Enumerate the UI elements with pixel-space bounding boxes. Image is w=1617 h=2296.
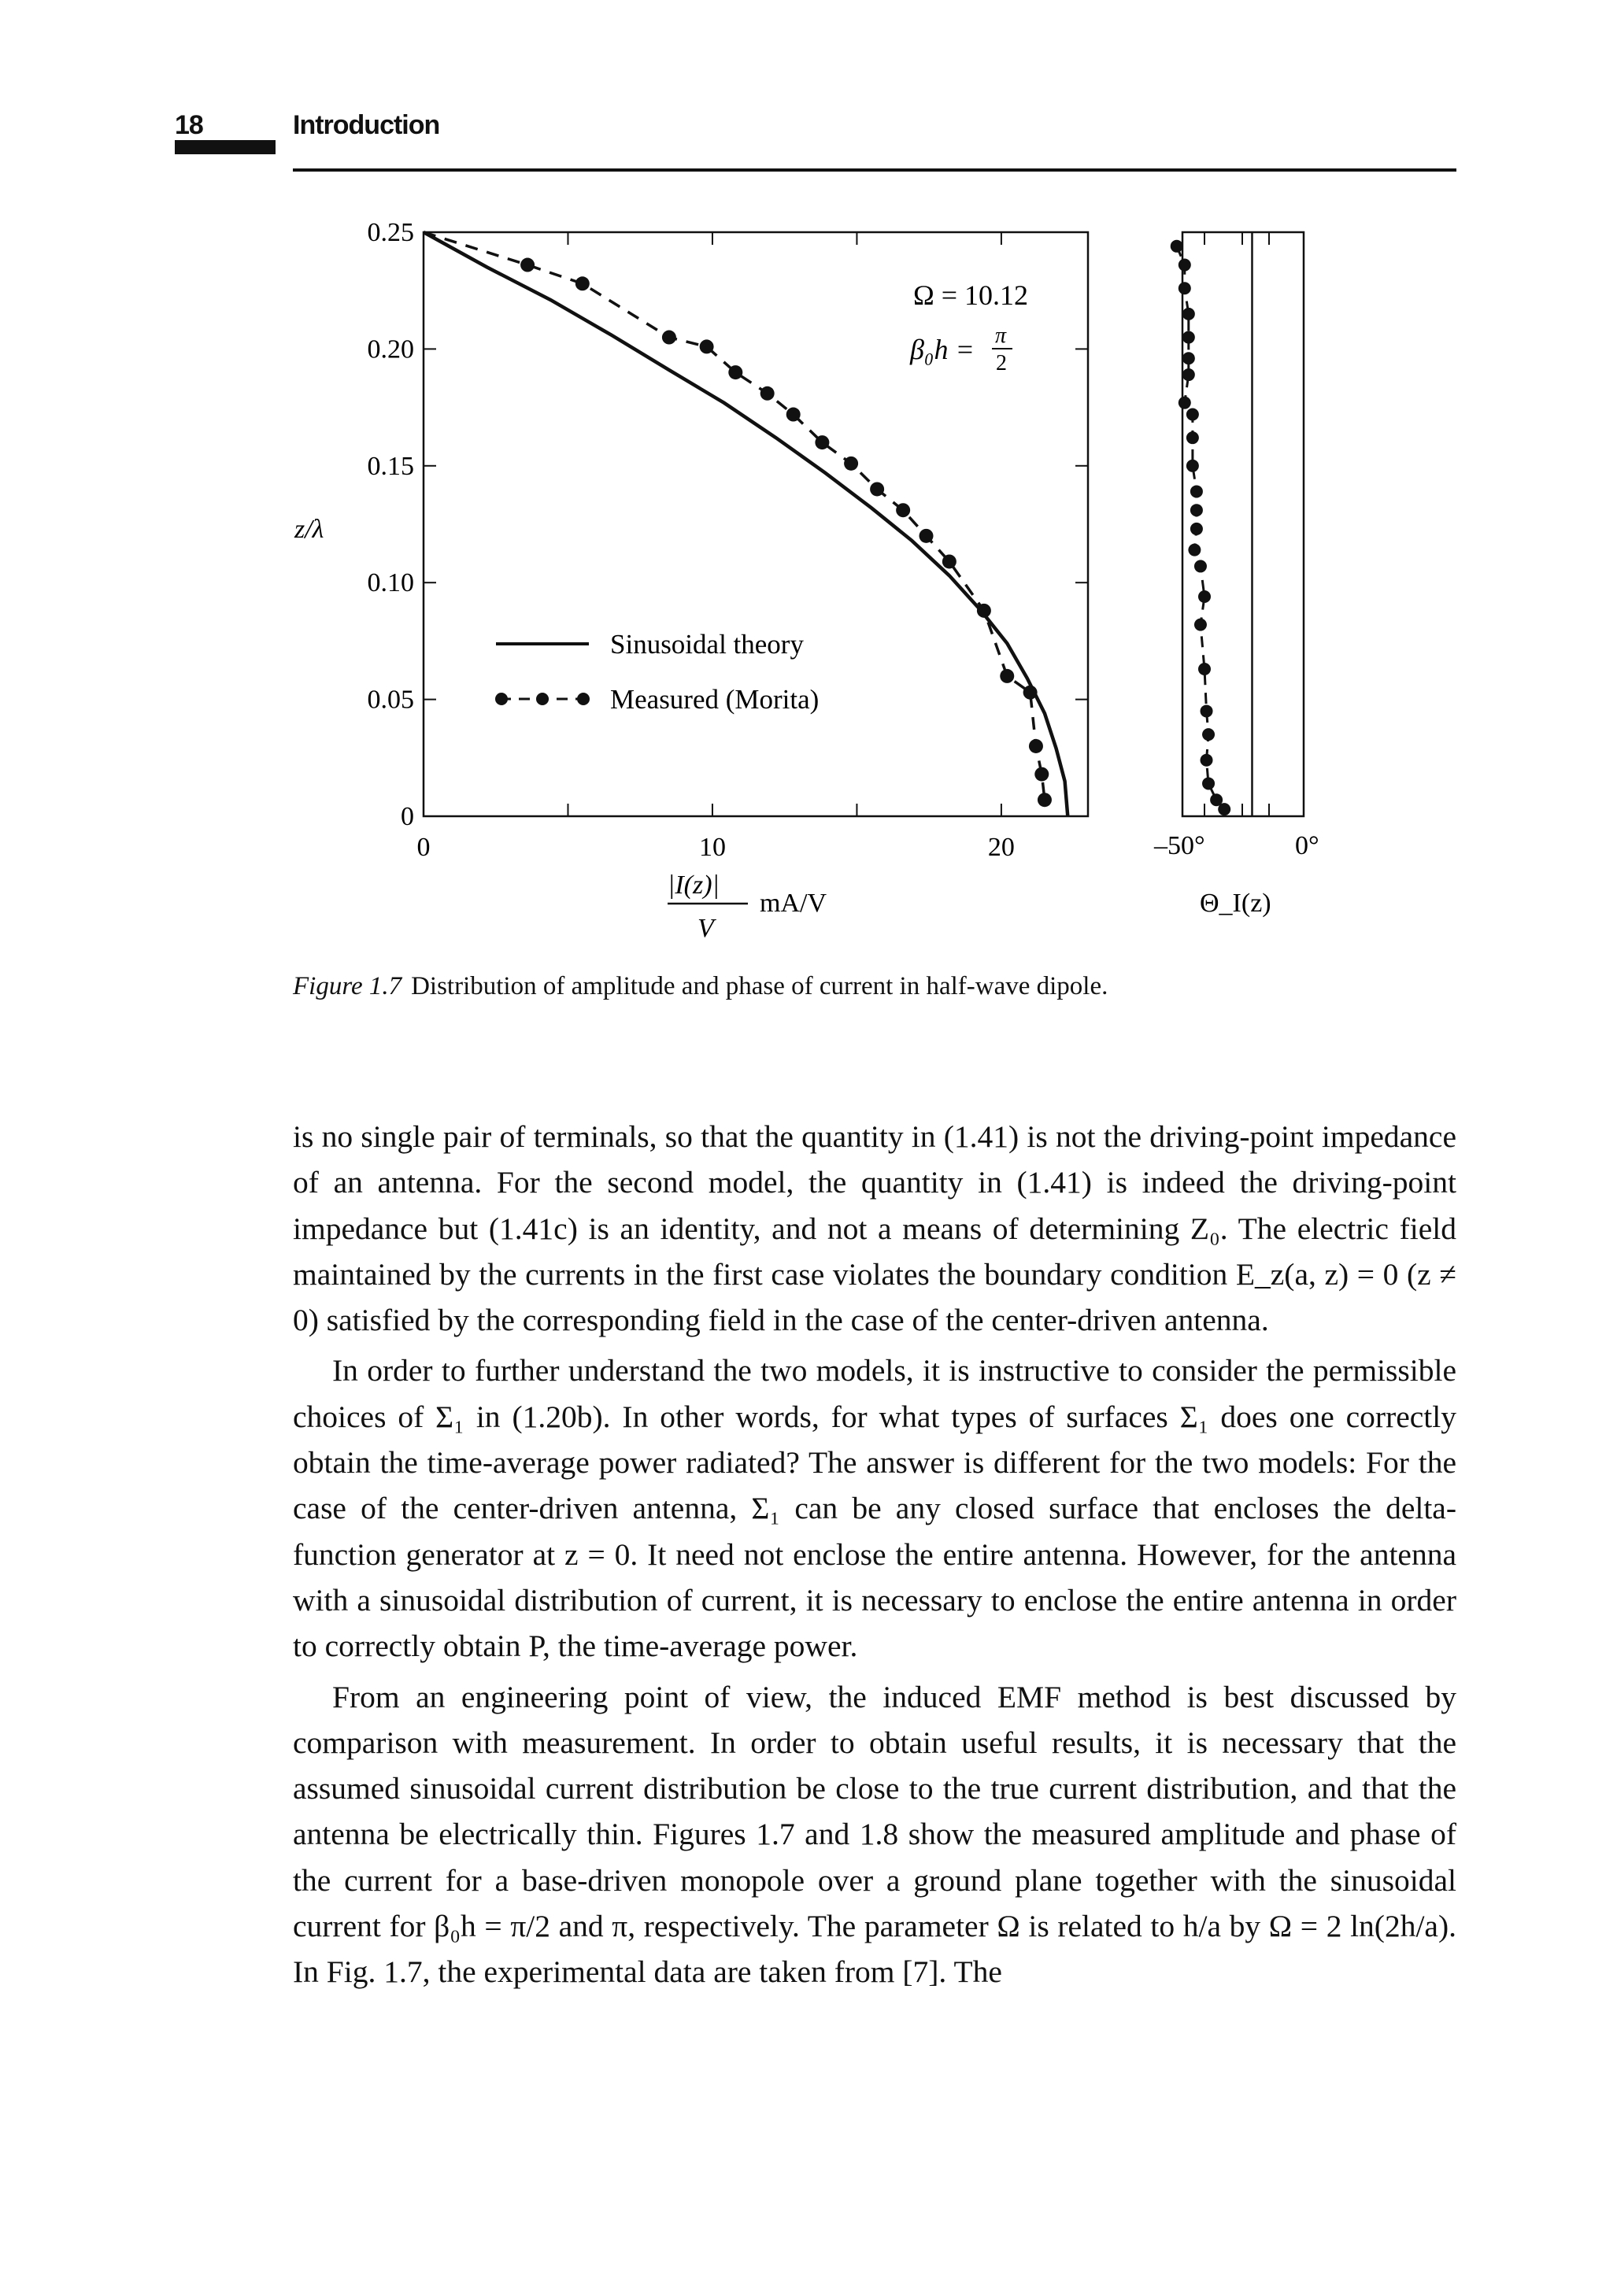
beta-lhs: β₀h = bbox=[910, 334, 975, 365]
figure-1-7 bbox=[0, 0, 1617, 968]
amplitude-chart bbox=[294, 218, 1088, 943]
x-axis-label-units: mA/V bbox=[760, 889, 827, 918]
data-point-phase bbox=[1182, 308, 1195, 320]
data-point-measured bbox=[575, 276, 590, 290]
data-point-measured bbox=[700, 339, 714, 353]
data-point-measured bbox=[760, 386, 775, 401]
data-point-measured bbox=[786, 408, 801, 422]
x-axis-label-numerator: |I(z)| bbox=[668, 871, 720, 900]
data-point-phase bbox=[1202, 728, 1215, 741]
data-point-measured bbox=[977, 604, 991, 618]
data-point-phase bbox=[1182, 352, 1195, 364]
y-tick-label: 0 bbox=[401, 802, 414, 831]
data-point-measured bbox=[920, 529, 934, 543]
phase-x-axis-label: Θ_I(z) bbox=[1200, 889, 1271, 918]
y-axis-label: z/λ bbox=[294, 515, 324, 544]
data-point-phase bbox=[1198, 590, 1211, 603]
data-point-phase bbox=[1179, 282, 1191, 294]
data-point-phase bbox=[1202, 777, 1215, 789]
data-point-measured bbox=[1034, 767, 1049, 782]
data-point-measured bbox=[1000, 669, 1014, 683]
x-axis-label-denominator: V bbox=[697, 914, 714, 943]
data-point-phase bbox=[1218, 803, 1230, 815]
paragraph: From an engineering point of view, the induced EMF method is best discussed by comparison with measurement. In order to obtain useful results, it is necessary that the assumed sinusoidal current distribution be close to the true current distribution, and that the antenna be electrically thin. Figures 1.7 and 1.8 show the measured amplitude and phase of the current for a base-driven monopole over a ground plane together with the sinusoidal current for β₀h = π/2 and π, respectively. The parameter Ω is related to h/a by Ω = 2 ln(2h/a). In Fig. 1.7, the experimental data are taken from [7]. The bbox=[293, 1679, 1456, 1990]
beta-denominator: 2 bbox=[996, 351, 1007, 375]
data-point-phase bbox=[1194, 619, 1207, 631]
x-tick-label: 10 bbox=[698, 833, 726, 862]
data-point-phase bbox=[1186, 409, 1199, 421]
y-tick-label: 0.20 bbox=[367, 335, 414, 364]
data-point-phase bbox=[1186, 431, 1199, 444]
legend bbox=[495, 629, 819, 715]
data-point-phase bbox=[1201, 754, 1213, 767]
legend-marker bbox=[495, 693, 508, 705]
x-axis-label bbox=[668, 871, 827, 943]
data-point-phase bbox=[1179, 259, 1191, 272]
data-point-measured bbox=[728, 365, 742, 379]
data-point-measured bbox=[942, 554, 957, 568]
caption-text: Distribution of amplitude and phase of current in half-wave dipole. bbox=[411, 972, 1108, 1000]
data-point-phase bbox=[1188, 544, 1201, 556]
data-point-measured bbox=[1038, 793, 1052, 807]
data-point-measured bbox=[662, 331, 676, 345]
figure-caption bbox=[293, 972, 1458, 1001]
x-tick-label: 20 bbox=[987, 833, 1015, 862]
caption-label: Figure 1.7 bbox=[293, 972, 402, 1000]
y-tick-label: 0.15 bbox=[367, 451, 414, 481]
data-point-phase bbox=[1198, 663, 1211, 675]
data-point-phase bbox=[1190, 523, 1203, 535]
body-text bbox=[293, 1114, 1456, 1995]
data-point-phase bbox=[1190, 504, 1203, 516]
amplitude-plot-frame bbox=[424, 232, 1088, 816]
data-point-phase bbox=[1182, 331, 1195, 344]
series-line-sinusoidal-theory bbox=[424, 232, 1068, 816]
beta-annotation bbox=[909, 324, 1012, 375]
x-tick-label: 0 bbox=[416, 833, 431, 862]
paragraph: In order to further understand the two models, it is instructive to consider the permissible choices of Σ₁ in (1.20b). In other words, for what types of surfaces Σ₁ does one correctly obtain the time-average power radiated? The answer is different for the two models: For the case of the center-driven antenna, Σ₁ can be any closed surface that encloses the delta-function generator at z = 0. It need not enclose the entire antenna. However, for the antenna with a sinusoidal distribution of current, it is necessary to enclose the entire antenna in order to correctly obtain P, the time-average power. bbox=[293, 1353, 1456, 1664]
phase-tick-label-max: 0° bbox=[1295, 831, 1319, 860]
data-point-measured bbox=[870, 482, 884, 496]
data-point-measured bbox=[520, 258, 535, 272]
data-point-phase bbox=[1194, 560, 1207, 572]
data-point-phase bbox=[1179, 397, 1191, 409]
data-point-measured bbox=[1023, 686, 1038, 700]
page-number: 18 bbox=[175, 110, 203, 140]
data-point-measured bbox=[896, 503, 910, 517]
running-head: Introduction bbox=[293, 110, 440, 140]
beta-numerator: π bbox=[995, 324, 1007, 348]
y-tick-label: 0.10 bbox=[367, 568, 414, 598]
data-point-measured bbox=[844, 457, 858, 471]
legend-marker bbox=[577, 693, 590, 705]
data-point-measured bbox=[1029, 739, 1043, 753]
data-point-phase bbox=[1201, 704, 1213, 717]
phase-chart bbox=[1153, 232, 1319, 918]
legend-label-theory: Sinusoidal theory bbox=[610, 629, 804, 660]
phase-tick-label-min: –50° bbox=[1154, 831, 1205, 860]
legend-marker bbox=[536, 693, 549, 705]
y-tick-label: 0.05 bbox=[367, 685, 414, 715]
y-tick-label: 0.25 bbox=[367, 218, 414, 247]
data-point-phase bbox=[1182, 368, 1195, 381]
data-point-phase bbox=[1186, 460, 1199, 472]
series-line-measured-morita bbox=[424, 232, 1045, 800]
legend-label-measured: Measured (Morita) bbox=[610, 684, 820, 715]
omega-annotation: Ω = 10.12 bbox=[913, 279, 1029, 311]
data-point-measured bbox=[815, 435, 829, 449]
data-point-phase bbox=[1171, 240, 1183, 253]
paragraph: is no single pair of terminals, so that the quantity in (1.41) is not the driving-point impedance of an antenna. For the second model, the quantity in (1.41) is indeed the driving-point impedance but (1.41c) is an identity, and not a means of determining Z₀. The electric field maintained by the currents in the first case violates the boundary condition E_z(a, z) = 0 (z ≠ 0) satisfied by the corresponding field in the case of the center-driven antenna. bbox=[293, 1119, 1456, 1338]
data-point-phase bbox=[1190, 485, 1203, 497]
